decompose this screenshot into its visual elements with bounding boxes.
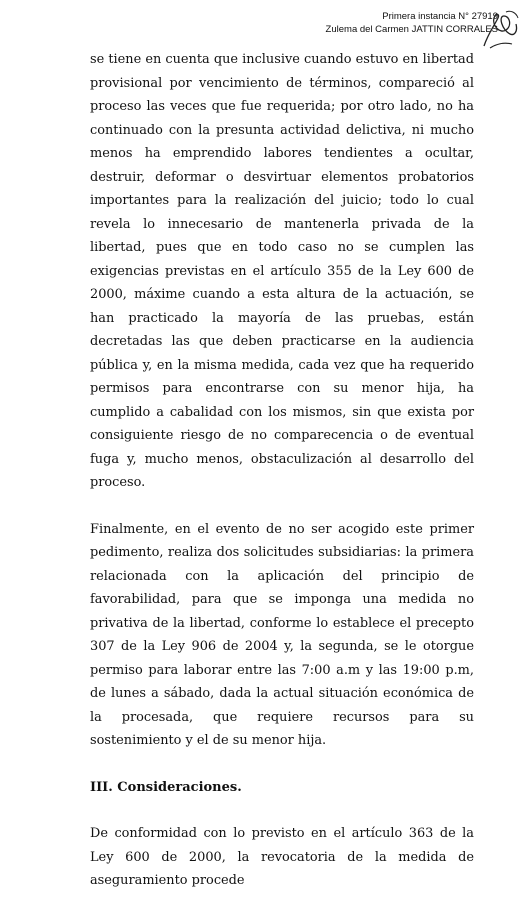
paragraph-considerations: De conformidad con lo previsto en el artículo 363 de la Ley 600 de 2000, la revocatoria de la medida de aseguramiento procede xyxy=(90,826,474,888)
case-number: Primera instancia N° 27919 xyxy=(382,11,498,22)
handwritten-signature xyxy=(476,4,522,54)
paragraph-arguments: se tiene en cuenta que inclusive cuando estuvo en libertad provisional por vencimiento de términos, compareció al proceso las veces que fue requerida; por otro lado, no ha continuado con la presunta actividad delictiva, ni mucho menos ha emprendido labores tendientes a ocultar, destruir, deformar o desvirtuar elementos probatorios importantes para la realización del juicio; todo lo cual revela lo innecesario de mantenerla privada de la libertad, pues que en todo caso no se cumplen las exigencias previstas en el artículo 355 de la Ley 600 de 2000, máxime cuando a esta altura de la actuación, se han practicado la mayoría de las pruebas, están decretadas las que deben practicarse en la audiencia pública y, en la misma medida, cada vez que ha requerido permisos para encontrarse con su menor hija, ha cumplido a cabalidad con los mismos, sin que exista por consiguiente riesgo de no comparecencia o de eventual fuga y, mucho menos, obstaculización al desarrollo del proceso. xyxy=(90,52,474,490)
document-header xyxy=(326,10,498,36)
paragraph-subsidiary-requests: Finalmente, en el evento de no ser acogido este primer pedimento, realiza dos solicitudes subsidiarias: la primera relacionada con la aplicación del principio de favorabilidad, para que se imponga una medida no privativa de la libertad, conforme lo establece el precepto 307 de la Ley 906 de 2004 y, la segunda, se le otorgue permiso para laborar entre las 7:00 a.m y las 19:00 p.m, de lunes a sábado, dada la actual situación económica de la procesada, que requiere recursos para su sostenimiento y el de su menor hija. xyxy=(90,521,474,748)
party-name: Zulema del Carmen JATTIN CORRALES xyxy=(325,24,498,35)
document-body xyxy=(90,48,474,905)
section-heading: III. Consideraciones. xyxy=(90,779,242,795)
